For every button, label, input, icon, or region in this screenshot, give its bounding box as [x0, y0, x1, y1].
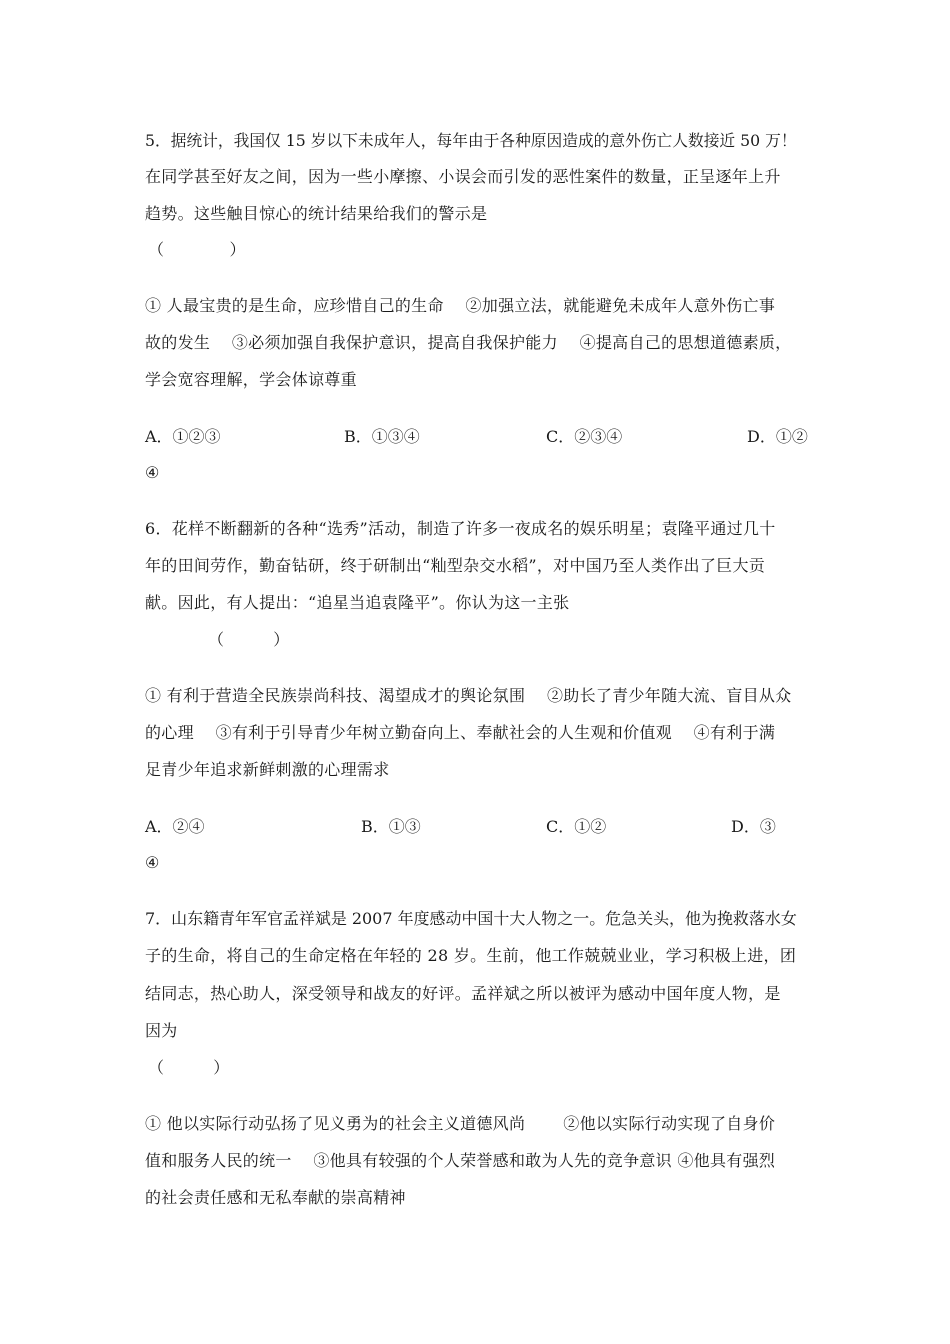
- q5-statement-line-2: 故的发生 ③必须加强自我保护意识，提高自我保护能力 ④提高自己的思想道德素质，: [145, 333, 792, 352]
- q5-stem-line-1: 5．据统计，我国仅 15 岁以下未成年人，每年由于各种原因造成的意外伤亡人数接近 50 万！: [145, 131, 797, 150]
- q5-option-b: B．①③④: [344, 427, 420, 446]
- q5-stem-line-3: 趋势。这些触目惊心的统计结果给我们的警示是: [145, 204, 488, 223]
- q5-statement-line-1: ① 人最宝贵的是生命，应珍惜自己的生命 ②加强立法，就能避免未成年人意外伤亡事: [145, 296, 776, 315]
- q7-stem-line-4: 因为: [145, 1021, 178, 1040]
- q5-option-d: D．①②: [747, 427, 808, 446]
- q6-option-a: A．②④: [145, 817, 205, 836]
- q7-stem-line-1: 7．山东籍青年军官孟祥斌是 2007 年度感动中国十大人物之一。危急关头，他为挽救落水女: [145, 909, 797, 928]
- q6-answer-bracket: （ ）: [208, 630, 290, 649]
- q6-stem-line-3: 献。因此，有人提出：“追星当追袁隆平”。你认为这一主张: [145, 593, 570, 612]
- q6-option-b: B．①③: [361, 817, 421, 836]
- q6-stem-line-1: 6．花样不断翻新的各种“选秀”活动，制造了许多一夜成名的娱乐明星；袁隆平通过几十: [145, 519, 776, 538]
- q7-stem-line-3: 结同志，热心助人，深受领导和战友的好评。孟祥斌之所以被评为感动中国年度人物，是: [145, 984, 781, 1003]
- q6-statement-line-1: ① 有利于营造全民族崇尚科技、渴望成才的舆论氛围 ②助长了青少年随大流、盲目从众: [145, 686, 792, 705]
- q5-stem-line-2: 在同学甚至好友之间，因为一些小摩擦、小误会而引发的恶性案件的数量，正呈逐年上升: [145, 167, 781, 186]
- q7-statement-line-1: ① 他以实际行动弘扬了见义勇为的社会主义道德风尚 ②他以实际行动实现了自身价: [145, 1114, 776, 1133]
- q5-answer-bracket: （ ）: [148, 240, 246, 259]
- q5-option-c: C．②③④: [546, 427, 623, 446]
- q6-stem-line-2: 年的田间劳作，勤奋钻研，终于研制出“籼型杂交水稻”，对中国乃至人类作出了巨大贡: [145, 556, 766, 575]
- q6-statement-line-3: 足青少年追求新鲜刺激的心理需求: [145, 760, 390, 779]
- q7-stem-line-2: 子的生命，将自己的生命定格在年轻的 28 岁。生前，他工作兢兢业业，学习积极上进，团: [145, 946, 797, 965]
- q5-option-d-wrap: ④: [145, 463, 160, 482]
- q7-statement-line-2: 值和服务人民的统一 ③他具有较强的个人荣誉感和敢为人先的竞争意识 ④他具有强烈: [145, 1151, 776, 1170]
- q6-statement-line-2: 的心理 ③有利于引导青少年树立勤奋向上、奉献社会的人生观和价值观 ④有利于满: [145, 723, 776, 742]
- q6-option-d-wrap: ④: [145, 853, 160, 872]
- q6-option-c: C．①②: [546, 817, 607, 836]
- q6-option-d: D．③: [731, 817, 776, 836]
- q5-statement-line-3: 学会宽容理解，学会体谅尊重: [145, 370, 357, 389]
- q7-statement-line-3: 的社会责任感和无私奉献的崇高精神: [145, 1188, 406, 1207]
- q5-option-a: A．①②③: [145, 427, 221, 446]
- q7-answer-bracket: （ ）: [148, 1058, 230, 1077]
